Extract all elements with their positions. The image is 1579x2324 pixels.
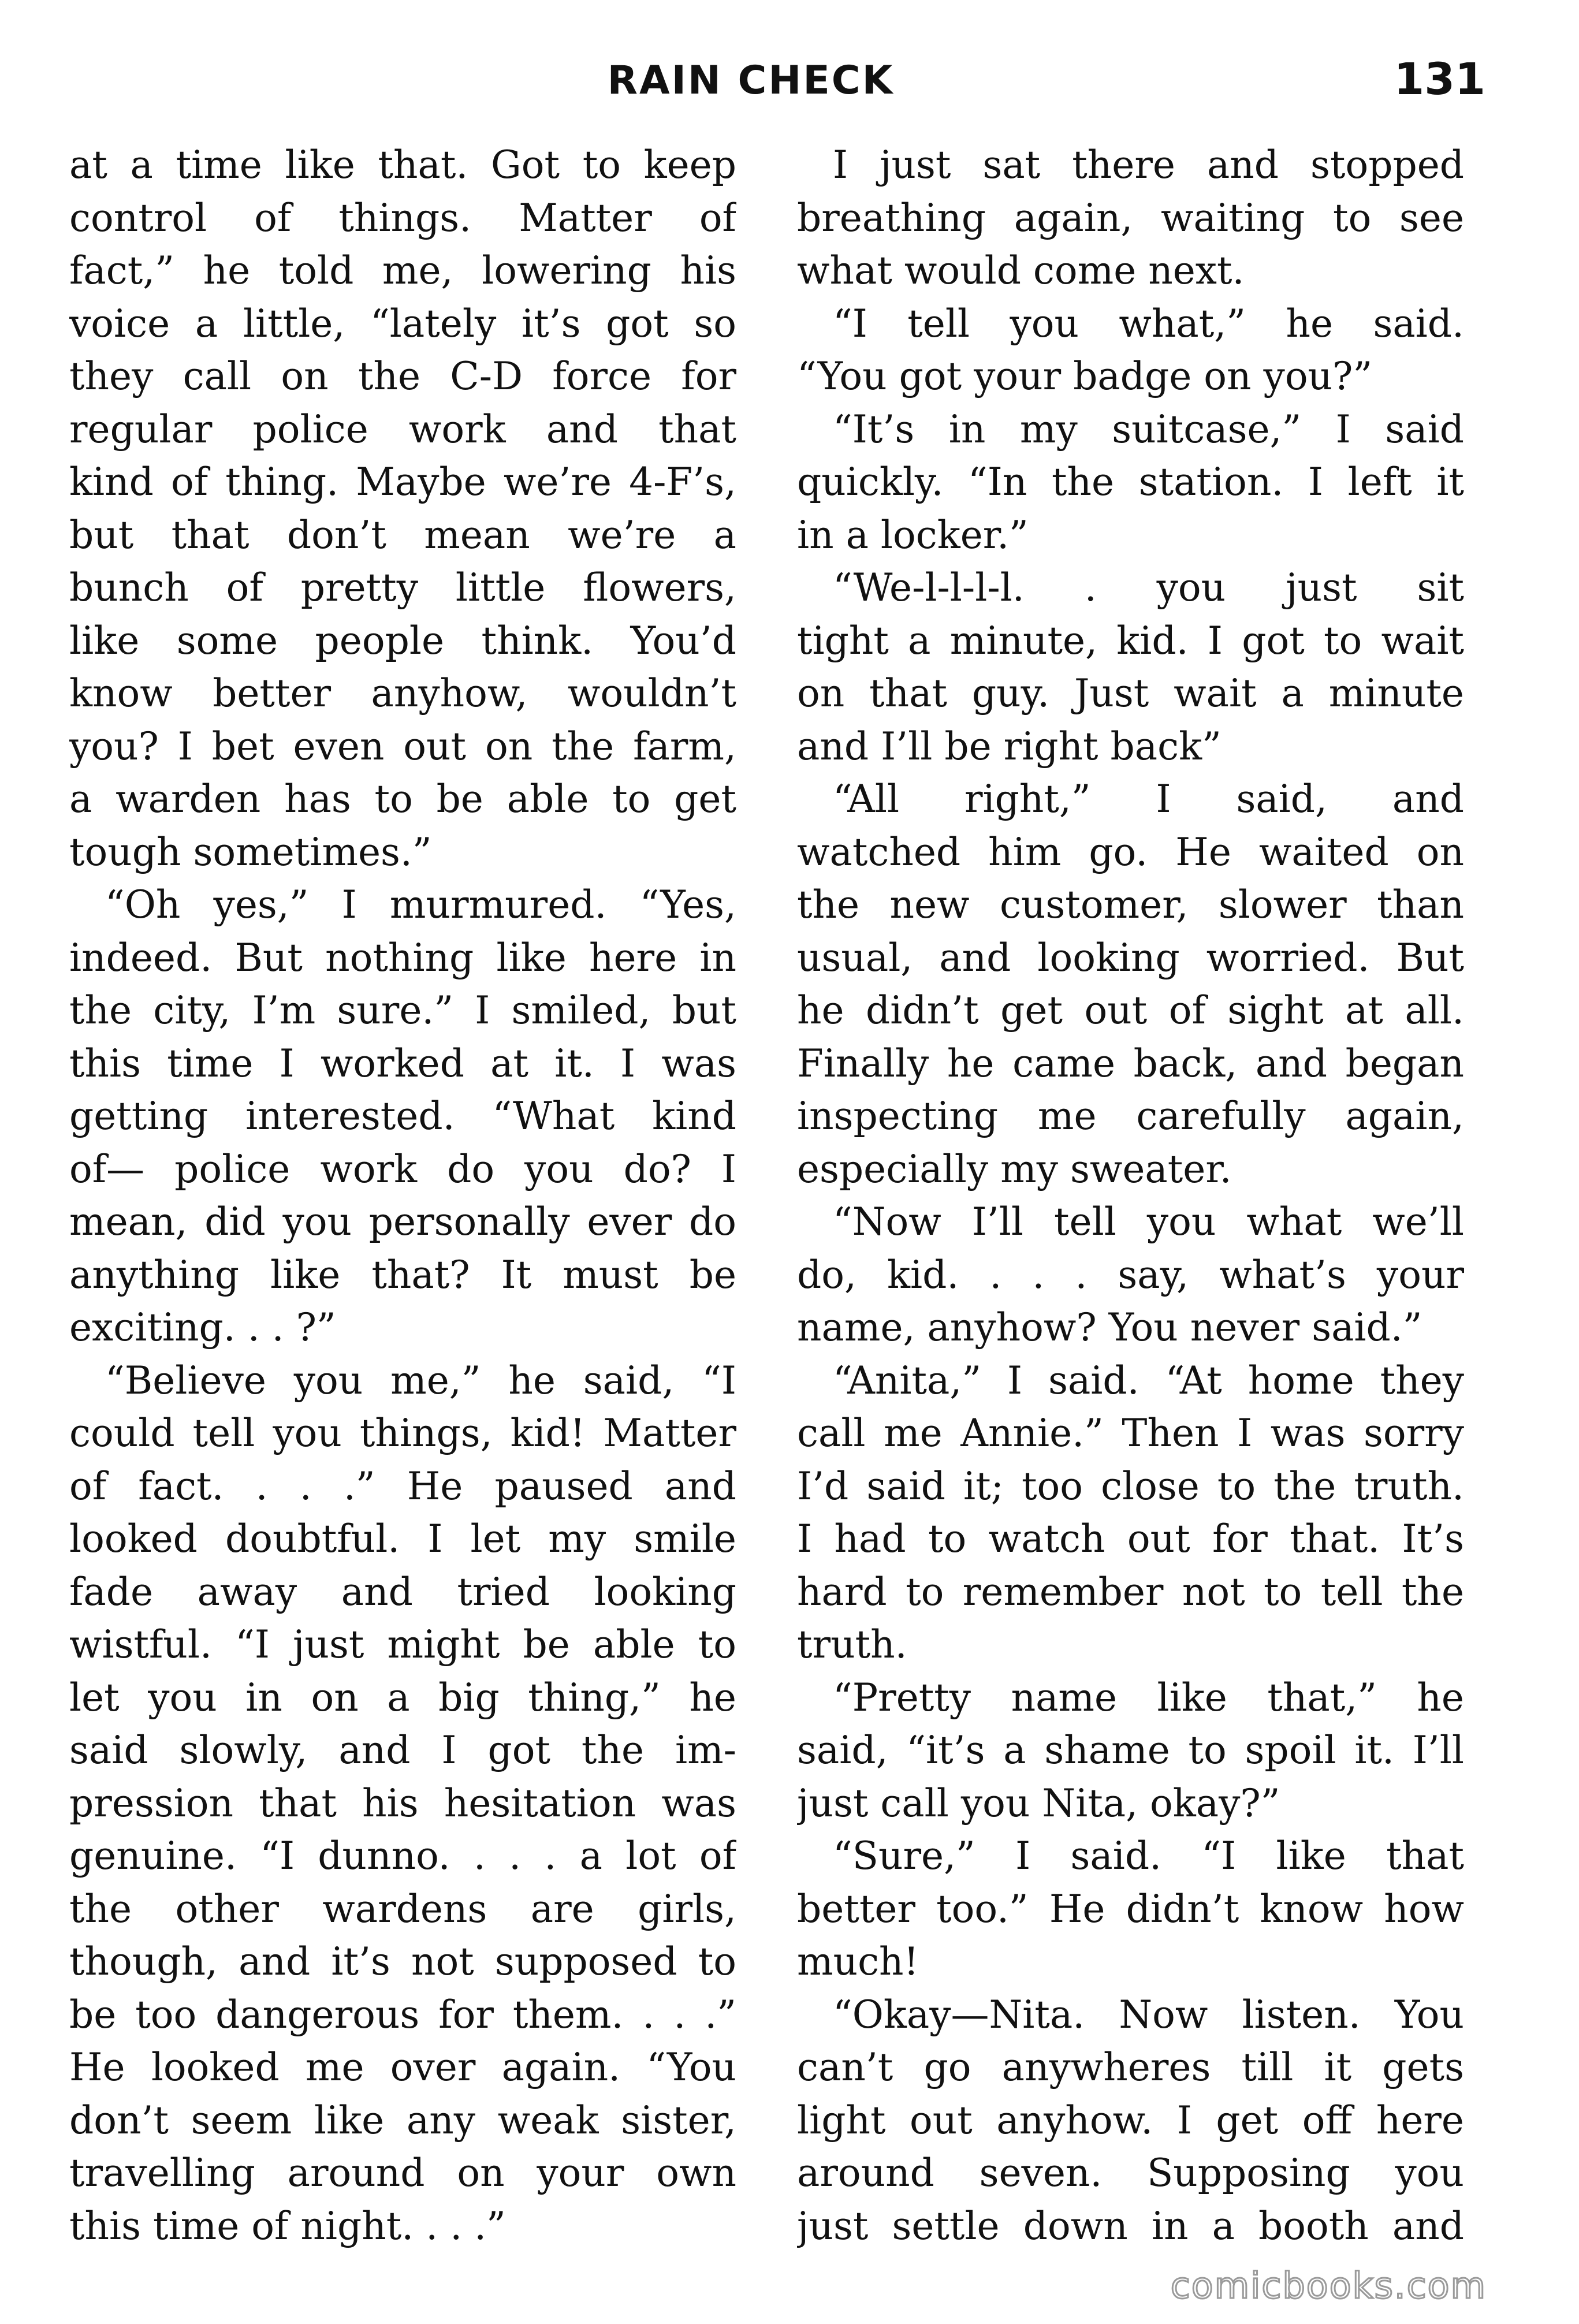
text-line: “Oh yes,” I murmured. “Yes, (105, 882, 736, 927)
text-line: said slowly, and I got the im- (69, 1728, 736, 1772)
right-text-column (797, 139, 1464, 2252)
text-line: but that don’t mean we’re a (69, 512, 736, 557)
text-line: light out anyhow. I get off here (797, 2098, 1464, 2143)
text-line: watched him go. He waited on (797, 829, 1464, 874)
text-line: this time I worked at it. I was (69, 1041, 736, 1086)
text-line: “Anita,” I said. “At home they (833, 1358, 1464, 1403)
text-line: call me Annie.” Then I was sorry (797, 1411, 1464, 1455)
text-line: especially my sweater. (797, 1146, 1232, 1191)
text-line: “All right,” I said, and (833, 777, 1464, 821)
text-line: usual, and looking worried. But (797, 935, 1464, 980)
text-line: just settle down in a booth and (797, 2203, 1464, 2248)
text-line: inspecting me carefully again, (797, 1094, 1464, 1138)
text-line: wistful. “I just might be able to (69, 1622, 736, 1667)
text-line: around seven. Supposing you (797, 2151, 1464, 2195)
text-line: truth. (797, 1622, 907, 1667)
text-line: you? I bet even out on the farm, (69, 724, 736, 769)
text-line: do, kid. . . . say, what’s your (797, 1252, 1464, 1297)
text-line: “I tell you what,” he said. (833, 301, 1464, 346)
text-line: “You got your badge on you?” (797, 354, 1373, 398)
text-line: could tell you things, kid! Matter (69, 1411, 736, 1455)
text-line: fact,” he told me, lowering his (69, 248, 736, 293)
text-line: “Pretty name like that,” he (833, 1675, 1464, 1720)
text-line: I had to watch out for that. It’s (797, 1517, 1464, 1561)
text-line: just call you Nita, okay?” (797, 1781, 1280, 1826)
text-line: let you in on a big thing,” he (69, 1675, 736, 1720)
left-text-column (69, 139, 736, 2252)
text-line: a warden has to be able to get (69, 777, 736, 821)
text-line: exciting. . . ?” (69, 1305, 336, 1350)
text-line: “It’s in my suitcase,” I said (833, 407, 1464, 452)
text-line: know better anyhow, wouldn’t (69, 671, 736, 716)
text-line: voice a little, “lately it’s got so (69, 301, 736, 346)
text-line: of fact. . . .” He paused and (69, 1463, 736, 1509)
watermark-logo: comicbooks.com (1170, 2265, 1487, 2307)
text-line: mean, did you personally ever do (69, 1200, 736, 1244)
text-line: getting interested. “What kind (69, 1094, 736, 1138)
text-line: better too.” He didn’t know how (797, 1886, 1464, 1931)
text-line: much! (797, 1939, 919, 1984)
text-line: tight a minute, kid. I got to wait (797, 618, 1464, 663)
page-number: 131 (1394, 53, 1485, 105)
text-line: looked doubtful. I let my smile (69, 1517, 736, 1561)
text-line: he didn’t get out of sight at all. (797, 988, 1464, 1033)
text-line: Finally he came back, and began (797, 1041, 1464, 1086)
text-line: hard to remember not to tell the (797, 1569, 1464, 1614)
text-line: anything like that? It must be (69, 1252, 736, 1297)
text-line: “Believe you me,” he said, “I (105, 1358, 736, 1403)
text-line: bunch of pretty little flowers, (69, 565, 736, 610)
text-line: on that guy. Just wait a minute (797, 671, 1464, 716)
text-line: the other wardens are girls, (69, 1886, 736, 1931)
text-line: tough sometimes.” (69, 829, 432, 874)
text-line: genuine. “I dunno. . . . a lot of (69, 1834, 736, 1878)
text-line: “Okay—Nita. Now listen. You (833, 1992, 1464, 2037)
text-line: kind of thing. Maybe we’re 4-F’s, (69, 460, 736, 504)
text-line: indeed. But nothing like here in (69, 935, 736, 980)
text-line: they call on the C-D force for (69, 354, 736, 398)
text-line: quickly. “In the station. I left it (797, 460, 1464, 504)
text-line: the city, I’m sure.” I smiled, but (69, 988, 736, 1033)
text-line: pression that his hesitation was (69, 1781, 736, 1826)
text-line: breathing again, waiting to see (797, 195, 1464, 240)
text-line: “Sure,” I said. “I like that (833, 1834, 1464, 1878)
text-line: I’d said it; too close to the truth. (797, 1463, 1464, 1509)
text-line: control of things. Matter of (69, 195, 736, 240)
text-line: like some people think. You’d (69, 618, 736, 663)
text-line: though, and it’s not supposed to (69, 1939, 736, 1984)
text-line: and I’ll be right back” (797, 724, 1222, 769)
text-line: at a time like that. Got to keep (69, 143, 736, 187)
text-line: don’t seem like any weak sister, (69, 2098, 736, 2143)
text-line: name, anyhow? You never said.” (797, 1305, 1422, 1350)
text-line: of— police work do you do? I (69, 1146, 736, 1191)
text-line: in a locker.” (797, 512, 1029, 557)
running-title: RAIN CHECK (607, 58, 895, 103)
text-line: the new customer, slower than (797, 882, 1464, 927)
text-line: “We-l-l-l-l. . you just sit (833, 565, 1464, 610)
text-line: be too dangerous for them. . . .” (69, 1992, 736, 2037)
text-line: He looked me over again. “You (69, 2045, 736, 2090)
text-line: regular police work and that (69, 407, 736, 452)
text-line: I just sat there and stopped (833, 143, 1464, 187)
text-line: this time of night. . . .” (69, 2203, 506, 2248)
text-line: travelling around on your own (69, 2151, 736, 2195)
text-line: “Now I’ll tell you what we’ll (833, 1200, 1464, 1244)
text-line: fade away and tried looking (69, 1569, 736, 1614)
text-line: said, “it’s a shame to spoil it. I’ll (797, 1728, 1464, 1772)
text-line: can’t go anywheres till it gets (797, 2045, 1464, 2090)
text-line: what would come next. (797, 248, 1245, 293)
